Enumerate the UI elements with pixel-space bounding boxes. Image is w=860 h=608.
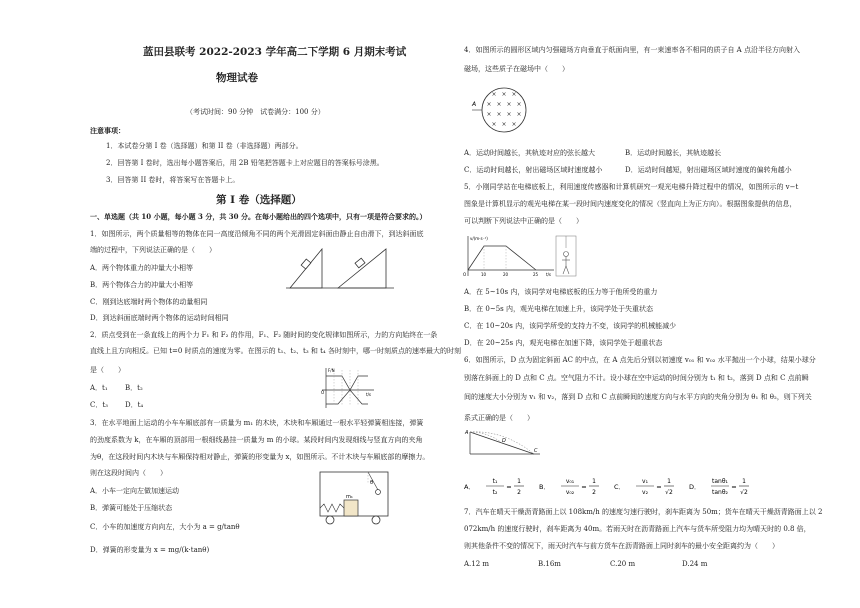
- q1-option-b: B．两个物体合力的冲量大小相等: [90, 281, 194, 289]
- q3-option-d: D．弹簧的形变量为 x = mg/(k·tanθ): [90, 546, 210, 554]
- q4-stem-line: 4．如图所示的圆形区域内匀强磁场方向垂直于纸面向里，有一束速率各不相同的质子自 A 点沿半径方向射入: [464, 46, 800, 54]
- svg-text:×: ×: [511, 121, 517, 128]
- q6-option-rhs-denominator: 2: [592, 489, 596, 496]
- q6-option-equals: =: [731, 483, 737, 491]
- q1-stem-line: 1．如图所示，两个质量相等的物体在同一高度沿倾角不同的两个光滑固定斜面由静止自由滑下，到达斜面底: [90, 230, 424, 238]
- svg-text:×: ×: [496, 111, 502, 118]
- q2-graph-ylabel: F/N: [328, 368, 335, 373]
- q3-angle-label: θ: [370, 480, 374, 486]
- svg-text:×: ×: [506, 111, 512, 118]
- q2-option-d: D．t₄: [125, 401, 144, 409]
- q2-option-a: A．t₁: [90, 384, 108, 392]
- notes-heading: 注意事项：: [90, 126, 125, 135]
- q6-option-rhs-numerator: 1: [592, 478, 596, 485]
- q6-option-denominator: v₀₂: [565, 489, 575, 496]
- q4-option-d: D．运动时间越短，射出磁场区域时速度的偏转角越小: [625, 166, 792, 174]
- svg-text:×: ×: [506, 101, 512, 108]
- q6-option-label: B．: [539, 483, 550, 491]
- q6-incline-figure: [464, 428, 544, 458]
- svg-text:×: ×: [501, 91, 507, 98]
- q4-option-c: C．运动时间越长，射出磁场区域时速度越小: [464, 166, 603, 174]
- q3-option-b: B．弹簧可能处于压缩状态: [90, 504, 173, 512]
- q5-option-c: C．在 10~20s 内，该同学所受的支持力不变，该同学的机械能减少: [464, 322, 677, 330]
- section-instructions: 一、单选题（共 10 小题，每小题 3 分，共 30 分。在每小题给出的四个选项中，只有一项是符合要求的。）: [90, 212, 427, 221]
- svg-text:×: ×: [496, 101, 502, 108]
- svg-text:×: ×: [486, 111, 492, 118]
- q3-stem-line: 则在这段时间内（ ）: [90, 469, 167, 477]
- q6-option-denominator: tanθ₂: [712, 489, 728, 496]
- q5-option-a: A．在 5~10s 内，该同学对电梯底板的压力等于他所受的重力: [464, 288, 658, 296]
- q7-stem-line: 7．汽车在晴天干燥沥青路面上以 108km/h 的速度匀速行驶时，刹车距离为 50m；货车在晴天干燥沥青路面上以 2: [464, 508, 823, 516]
- note-item: 2．回答第 I 卷时，选出每小题答案后，用 2B 铅笔把答题卡上对应题目的答案标号涂黑。: [106, 159, 384, 167]
- q6-option-label: D．: [689, 483, 701, 491]
- q2-graph-origin: O: [321, 390, 325, 395]
- q6-stem-line: 6．如图所示，D 点为固定斜面 AC 的中点，在 A 点先后分别以初速度 v₀₁ 和 v₀₂ 水平抛出一个小球，结果小球分: [464, 356, 816, 364]
- svg-text:×: ×: [516, 101, 522, 108]
- q5-graph-tick: 10: [481, 272, 487, 277]
- q6-option-rhs-denominator: √2: [665, 489, 673, 496]
- q2-stem-line: 2．质点受到在一条直线上的两个力 F₁ 和 F₂ 的作用，F₁、F₂ 随时间的变化规律如图所示，力的方向始终在一条: [90, 331, 438, 339]
- q6-option-numerator: t₁: [492, 478, 498, 485]
- q7-stem-line: 则其他条件不变的情况下，雨天时汽车与前方货车在沥青路面上同时刹车的最小安全距离约为（ ）: [464, 542, 779, 550]
- q4-stem-line: 磁场，这些质子在磁场中（ ）: [464, 65, 569, 73]
- q4-option-a: A．运动时间越长，其轨迹对应的弦长越大: [464, 149, 596, 157]
- q4-magnetic-field-figure: [470, 84, 534, 136]
- q2-stem-line: 是（ ）: [90, 366, 125, 374]
- q3-stem-line: 为θ，在这段时间内木块与车厢保持相对静止，弹簧的形变量为 x，如图所示。不计木块与车厢底部的摩擦力。: [90, 453, 430, 461]
- q1-option-d: D．到达斜面底端时两个物体的运动时间相同: [90, 314, 229, 322]
- q3-stem-line: 3．在水平地面上运动的小车车厢底部有一质量为 m₁ 的木块，木块和车厢通过一根水平轻弹簧相连接，弹簧: [90, 419, 424, 427]
- q2-force-graph: [318, 366, 376, 410]
- q3-cart-figure: [318, 470, 390, 526]
- q6-point-d-label: D: [502, 438, 506, 444]
- q2-option-b: B．t₂: [125, 384, 143, 392]
- svg-text:×: ×: [491, 91, 497, 98]
- q6-point-c-label: C: [534, 448, 538, 454]
- q5-graph-ylabel: v/(m·s⁻¹): [470, 236, 488, 241]
- q5-stem-line: 图象是计算机显示的观光电梯在某一段时间内速度变化的情况（竖直向上为正方向）。根据图象提供的信息，: [464, 200, 797, 208]
- exam-info: （考试时间：90 分钟 试卷满分：100 分）: [186, 108, 325, 116]
- q6-option-rhs-denominator: 2: [517, 489, 521, 496]
- q2-graph-xlabel: t/s: [366, 392, 371, 397]
- q6-option-numerator: tanθ₁: [712, 478, 728, 485]
- note-item: 1．本试卷分第 I 卷（选择题）和第 II 卷（非选择题）两部分。: [106, 142, 303, 150]
- q6-option-denominator: t₂: [492, 489, 498, 496]
- q5-graph-origin: O: [463, 272, 467, 277]
- q7-option-a: A.12 m: [464, 560, 490, 568]
- q5-stem-line: 5．小刚同学站在电梯底板上，利用速度传感器和计算机研究一观光电梯升降过程中的情况，如图所示的 v−t: [464, 183, 799, 191]
- q5-graph-tick: 20: [503, 272, 509, 277]
- q1-option-a: A．两个物体重力的冲量大小相等: [90, 264, 194, 272]
- q7-option-d: D.24 m: [682, 560, 708, 568]
- q6-option-rhs-numerator: 1: [517, 478, 521, 485]
- q2-stem-line: 直线上且方向相反。已知 t=0 时质点的速度为零。在图示的 t₁、t₂、t₃ 和 t₄ 各时刻中，哪一时刻质点的速率最大的时刻: [90, 347, 461, 355]
- q6-option-equals: =: [506, 483, 512, 491]
- q6-option-numerator: v₀₁: [565, 478, 575, 485]
- q6-option-rhs-numerator: 1: [742, 478, 746, 485]
- q1-option-c: C．刚到达底端时两个物体的动量相同: [90, 298, 208, 306]
- q6-stem-line: 系式正确的是（ ）: [464, 414, 534, 422]
- q6-option-label: C．: [614, 483, 626, 491]
- note-item: 3．回答第 II 卷时，将答案写在答题卡上。: [106, 176, 240, 184]
- q3-block-label: m₁: [346, 494, 353, 500]
- section-title: 第 I 卷（选择题）: [216, 194, 302, 206]
- q6-option-rhs-numerator: 1: [667, 478, 671, 485]
- q6-option-rhs-denominator: √2: [740, 489, 748, 496]
- q5-stem-line: 可以判断下列说法中正确的是（ ）: [464, 217, 583, 225]
- svg-text:×: ×: [511, 91, 517, 98]
- q3-option-a: A．小车一定向左做加速运动: [90, 487, 180, 495]
- q6-point-a-label: A: [465, 430, 469, 436]
- svg-text:×: ×: [491, 121, 497, 128]
- q5-vt-graph: [462, 232, 580, 282]
- exam-subject: 物理试卷: [216, 72, 258, 84]
- q4-option-b: B．运动时间越长，其轨迹越长: [625, 149, 722, 157]
- q3-stem-line: 的劲度系数为 k，在车厢的顶部用一根细线悬挂一质量为 m 的小球。某段时间内发现细线与竖直方向的夹角: [90, 436, 423, 444]
- q6-option-equals: =: [656, 483, 662, 491]
- q6-option-label: A．: [464, 483, 475, 491]
- q5-graph-xlabel: t/s: [546, 272, 551, 277]
- q7-option-b: B.16m: [538, 560, 561, 568]
- q1-incline-figure: [286, 243, 398, 293]
- q6-stem-line: 间的速度大小分别为 v₁ 和 v₂，落到 D 点和 C 点前瞬间的速度方向与水平方向的夹角分别为 θ₁ 和 θ₂，则下列关: [464, 393, 812, 401]
- q5-graph-tick: 25: [533, 272, 539, 277]
- q1-stem-line: 端的过程中，下列说法正确的是（ ）: [90, 246, 216, 254]
- q6-stem-line: 别落在斜面上的 D 点和 C 点。空气阻力不计。设小球在空中运动的时间分别为 t₁ 和 t₂，落到 D 点和 C 点前瞬: [464, 374, 809, 382]
- svg-text:×: ×: [486, 101, 492, 108]
- exam-title: 蓝田县联考 2022-2023 学年高二下学期 6 月期末考试: [143, 46, 407, 58]
- q6-option-equals: =: [581, 483, 587, 491]
- q4-point-a-label: A: [472, 101, 477, 108]
- q7-stem-line: 072km/h 的速度行驶时，刹车距离为 40m。若雨天时在沥青路面上汽车与货车所受阻力均为晴天时的 0.8 倍，: [464, 525, 811, 533]
- q6-option-denominator: v₂: [642, 489, 648, 496]
- svg-text:×: ×: [516, 111, 522, 118]
- q7-option-c: C.20 m: [610, 560, 636, 568]
- q5-option-d: D．在 20~25s 内，观光电梯在加速下降，该同学处于超重状态: [464, 339, 663, 347]
- q6-options-row: [462, 472, 762, 502]
- svg-text:×: ×: [501, 121, 507, 128]
- q2-option-c: C．t₃: [90, 401, 108, 409]
- q3-option-c: C．小车的加速度方向向左，大小为 a = g/tanθ: [90, 523, 240, 531]
- q6-option-numerator: v₁: [642, 478, 648, 485]
- q5-option-b: B．在 0~5s 内，观光电梯在加速上升，该同学处于失重状态: [464, 305, 653, 313]
